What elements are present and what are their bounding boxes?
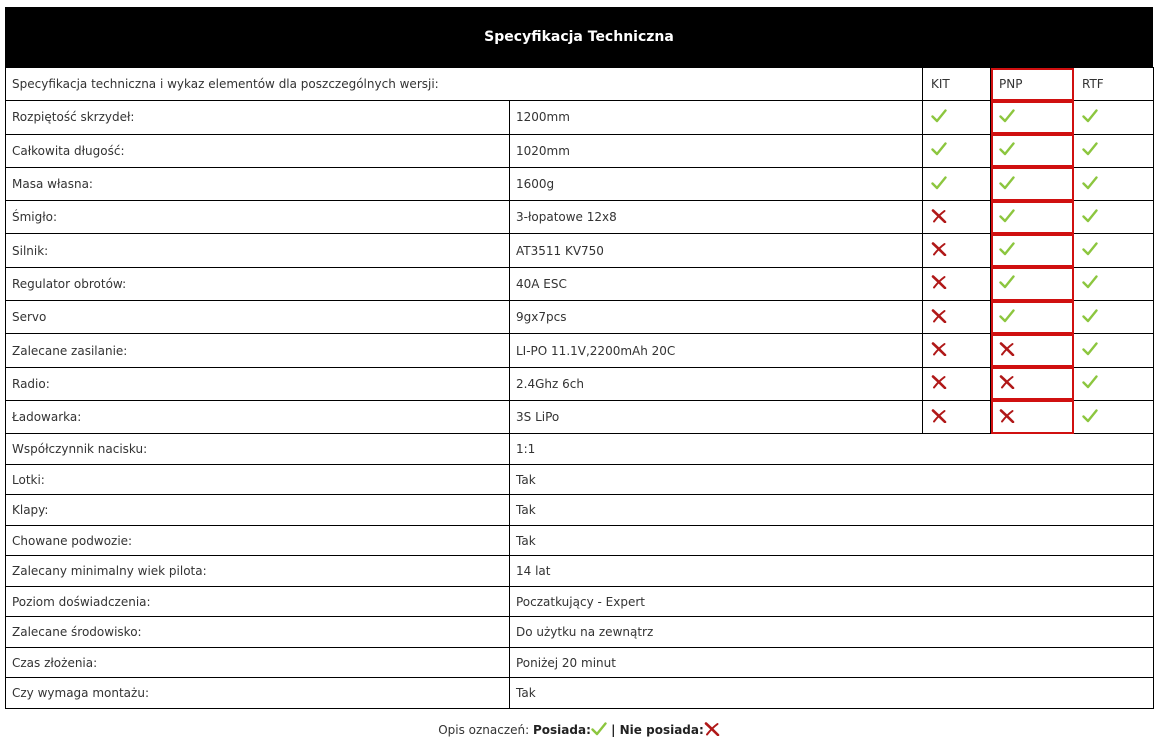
spec-title: Specyfikacja Techniczna: [5, 7, 1153, 67]
row-value: 1:1: [510, 434, 1154, 465]
cell-pnp: [991, 201, 1074, 234]
checkmark-icon: [999, 245, 1015, 259]
row-value: Tak: [510, 495, 1154, 526]
table-row: [6, 167, 1154, 200]
checkmark-icon: [1082, 212, 1098, 226]
row-value: Poczatkujący - Expert: [510, 586, 1154, 617]
cross-icon: [999, 378, 1015, 392]
legend-has-label: Posiada:: [533, 723, 591, 737]
cell-rtf: [1074, 234, 1154, 267]
row-label: Całkowita długość:: [6, 134, 510, 167]
row-value: 1600g: [510, 167, 923, 200]
row-label: Rozpiętość skrzydeł:: [6, 101, 510, 134]
cell-kit: [923, 334, 991, 367]
header-label: Specyfikacja techniczna i wykaz elementów dla poszczególnych wersji:: [6, 68, 923, 101]
checkmark-icon: [999, 312, 1015, 326]
legend-cross-icon: [704, 723, 720, 737]
checkmark-icon: [931, 112, 947, 126]
legend: [0, 722, 1158, 737]
cell-kit: [923, 201, 991, 234]
table-row: [6, 556, 1154, 587]
table-row: [6, 101, 1154, 134]
cell-rtf: [1074, 101, 1154, 134]
row-value: Tak: [510, 464, 1154, 495]
table-row: [6, 201, 1154, 234]
row-label: Ładowarka:: [6, 400, 510, 433]
row-label: Zalecany minimalny wiek pilota:: [6, 556, 510, 587]
table-row: [6, 334, 1154, 367]
table-row: [6, 617, 1154, 648]
cross-icon: [931, 245, 947, 259]
row-label: Regulator obrotów:: [6, 267, 510, 300]
row-value: 1200mm: [510, 101, 923, 134]
cross-icon: [931, 345, 947, 359]
table-row: [6, 400, 1154, 433]
row-label: Klapy:: [6, 495, 510, 526]
row-label: Radio:: [6, 367, 510, 400]
checkmark-icon: [1082, 278, 1098, 292]
cell-rtf: [1074, 334, 1154, 367]
header-rtf: RTF: [1074, 68, 1154, 101]
table-row: [6, 267, 1154, 300]
cell-kit: [923, 101, 991, 134]
cell-pnp: [991, 267, 1074, 300]
row-value: Tak: [510, 678, 1154, 709]
cross-icon: [931, 412, 947, 426]
spec-section: [5, 7, 1153, 709]
row-value: LI-PO 11.1V,2200mAh 20C: [510, 334, 923, 367]
checkmark-icon: [1082, 312, 1098, 326]
header-kit: KIT: [923, 68, 991, 101]
cell-pnp: [991, 367, 1074, 400]
table-row: [6, 495, 1154, 526]
checkmark-icon: [999, 212, 1015, 226]
checkmark-icon: [1082, 378, 1098, 392]
cell-pnp: [991, 400, 1074, 433]
table-row: [6, 647, 1154, 678]
row-value: 3S LiPo: [510, 400, 923, 433]
row-label: Czy wymaga montażu:: [6, 678, 510, 709]
table-row: [6, 134, 1154, 167]
cross-icon: [999, 412, 1015, 426]
checkmark-icon: [999, 145, 1015, 159]
cell-rtf: [1074, 400, 1154, 433]
row-label: Zalecane zasilanie:: [6, 334, 510, 367]
table-row: [6, 367, 1154, 400]
cell-rtf: [1074, 301, 1154, 334]
row-value: AT3511 KV750: [510, 234, 923, 267]
checkmark-icon: [931, 179, 947, 193]
table-row: [6, 434, 1154, 465]
checkmark-icon: [999, 179, 1015, 193]
row-label: Śmigło:: [6, 201, 510, 234]
cell-pnp: [991, 234, 1074, 267]
cell-kit: [923, 301, 991, 334]
row-value: 2.4Ghz 6ch: [510, 367, 923, 400]
row-value: 40A ESC: [510, 267, 923, 300]
cell-rtf: [1074, 201, 1154, 234]
checkmark-icon: [931, 145, 947, 159]
row-value: 1020mm: [510, 134, 923, 167]
cell-pnp: [991, 134, 1074, 167]
checkmark-icon: [999, 278, 1015, 292]
cell-pnp: [991, 101, 1074, 134]
cell-rtf: [1074, 134, 1154, 167]
row-value: 3-łopatowe 12x8: [510, 201, 923, 234]
checkmark-icon: [1082, 345, 1098, 359]
row-label: Lotki:: [6, 464, 510, 495]
cell-kit: [923, 167, 991, 200]
cell-rtf: [1074, 167, 1154, 200]
table-row: [6, 678, 1154, 709]
header-row: [6, 68, 1154, 101]
table-row: [6, 234, 1154, 267]
row-label: Silnik:: [6, 234, 510, 267]
row-label: Współczynnik nacisku:: [6, 434, 510, 465]
cell-kit: [923, 367, 991, 400]
cross-icon: [999, 345, 1015, 359]
spec-table: [5, 67, 1154, 709]
table-row: [6, 464, 1154, 495]
cross-icon: [931, 212, 947, 226]
cross-icon: [931, 278, 947, 292]
row-label: Zalecane środowisko:: [6, 617, 510, 648]
cell-rtf: [1074, 367, 1154, 400]
cell-pnp: [991, 301, 1074, 334]
table-row: [6, 586, 1154, 617]
cell-pnp: [991, 334, 1074, 367]
checkmark-icon: [1082, 245, 1098, 259]
checkmark-icon: [999, 112, 1015, 126]
legend-not-has-label: Nie posiada:: [619, 723, 704, 737]
row-label: Czas złożenia:: [6, 647, 510, 678]
cell-kit: [923, 134, 991, 167]
row-label: Servo: [6, 301, 510, 334]
cell-kit: [923, 267, 991, 300]
row-value: Poniżej 20 minut: [510, 647, 1154, 678]
legend-prefix: Opis oznaczeń:: [438, 723, 533, 737]
row-label: Masa własna:: [6, 167, 510, 200]
cross-icon: [931, 312, 947, 326]
cross-icon: [931, 378, 947, 392]
checkmark-icon: [1082, 412, 1098, 426]
row-label: Chowane podwozie:: [6, 525, 510, 556]
checkmark-icon: [1082, 145, 1098, 159]
row-value: 9gx7pcs: [510, 301, 923, 334]
legend-separator: |: [606, 723, 620, 737]
checkmark-icon: [1082, 179, 1098, 193]
legend-checkmark-icon: [591, 723, 607, 737]
cell-kit: [923, 234, 991, 267]
row-value: 14 lat: [510, 556, 1154, 587]
table-row: [6, 525, 1154, 556]
cell-kit: [923, 400, 991, 433]
cell-rtf: [1074, 267, 1154, 300]
header-pnp: PNP: [991, 68, 1074, 101]
row-value: Do użytku na zewnątrz: [510, 617, 1154, 648]
cell-pnp: [991, 167, 1074, 200]
row-label: Poziom doświadczenia:: [6, 586, 510, 617]
checkmark-icon: [1082, 112, 1098, 126]
table-row: [6, 301, 1154, 334]
row-value: Tak: [510, 525, 1154, 556]
